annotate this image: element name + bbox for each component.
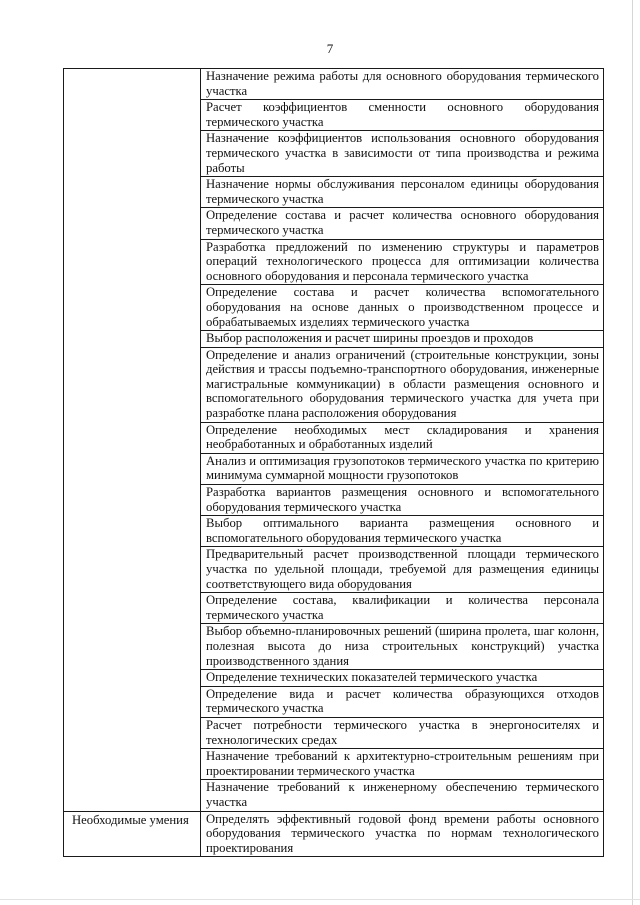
table-cell-item: Определение необходимых мест складирования и хранения необработанных и обработанных изделий (201, 422, 604, 453)
skills-item-cell: Определять эффективный годовой фонд времени работы основного оборудования термического участка по нормам технологического проектирования (201, 811, 604, 857)
skills-label-cell: Необходимые умения (64, 811, 201, 857)
table-cell-item: Разработка предложений по изменению структуры и параметров операций технологического процесса для оптимизации количества основного оборудования и персонала термического участка (201, 239, 604, 285)
table-cell-item: Расчет потребности термического участка в энергоносителях и технологических средах (201, 717, 604, 748)
table-cell-item: Назначение нормы обслуживания персоналом единицы оборудования термического участка (201, 177, 604, 208)
table-cell-item: Назначение режима работы для основного оборудования термического участка (201, 69, 604, 100)
requirements-table (63, 68, 604, 857)
table-cell-item: Определение вида и расчет количества образующихся отходов термического участка (201, 686, 604, 717)
scan-edge-bottom-line (0, 899, 640, 900)
table-cell-item: Назначение коэффициентов использования основного оборудования термического участка в зависимости от типа производства и режима работы (201, 131, 604, 177)
table-cell-item: Определение технических показателей термического участка (201, 670, 604, 687)
table-cell-item: Назначение требований к архитектурно-строительным решениям при проектировании термического участка (201, 749, 604, 780)
table-cell-item: Выбор объемно-планировочных решений (ширина пролета, шаг колонн, полезная высота до низа строительных конструкций) участка производственного здания (201, 624, 604, 670)
table-cell-item: Выбор расположения и расчет ширины проездов и проходов (201, 331, 604, 348)
table-cell-item: Определение и анализ ограничений (строительные конструкции, зоны действия и трассы подъемно-транспортного оборудования, инженерные магистральные коммуникации) в области размещения основного и вспомогательного оборудования термического участка для учета при разработке плана расположения оборудования (201, 347, 604, 422)
table-cell-item: Выбор оптимального варианта размещения основного и вспомогательного оборудования термического участка (201, 516, 604, 547)
table-cell-item: Расчет коэффициентов сменности основного оборудования термического участка (201, 100, 604, 131)
table-cell-item: Определение состава и расчет количества вспомогательного оборудования на основе данных о производственном процессе и обрабатываемых изделиях термического участка (201, 285, 604, 331)
table-row (64, 69, 604, 100)
table-cell-item: Предварительный расчет производственной площади термического участка по удельной площади, требуемой для размещения единицы соответствующего вида оборудования (201, 547, 604, 593)
table-cell-item: Определение состава, квалификации и количества персонала термического участка (201, 593, 604, 624)
table-cell-item: Определение состава и расчет количества основного оборудования термического участка (201, 208, 604, 239)
table-cell-item: Анализ и оптимизация грузопотоков термического участка по критерию минимума суммарной мощности грузопотоков (201, 453, 604, 484)
table-cell-item: Назначение требований к инженерному обеспечению термического участка (201, 780, 604, 811)
page-number: 7 (326, 41, 334, 56)
left-column-empty-cell (64, 69, 201, 812)
table-row-skills (64, 811, 604, 857)
table-cell-item: Разработка вариантов размещения основного и вспомогательного оборудования термического участка (201, 485, 604, 516)
scan-edge-line (632, 0, 633, 905)
